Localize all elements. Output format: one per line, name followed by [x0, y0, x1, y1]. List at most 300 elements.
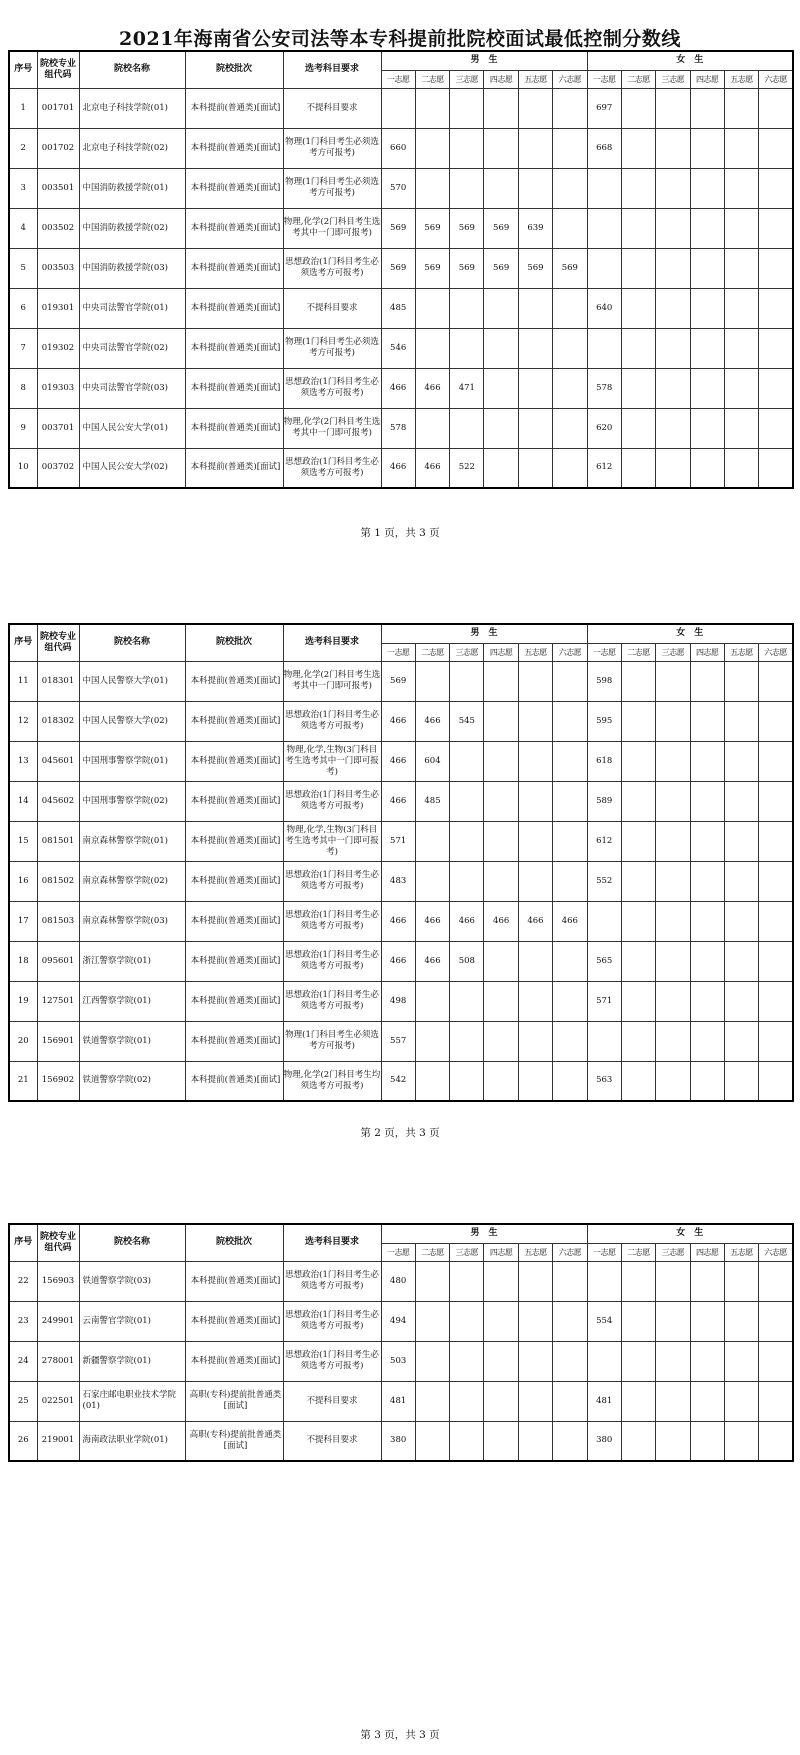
seq-cell: 26	[9, 1421, 37, 1461]
school-name-cell: 中国消防救援学院(03)	[79, 248, 185, 288]
male-score-cell	[553, 941, 587, 981]
male-score-cell	[484, 288, 518, 328]
female-score-cell	[587, 168, 621, 208]
female-score-cell	[759, 1341, 793, 1381]
male-score-cell: 466	[381, 781, 415, 821]
female-score-cell	[690, 701, 724, 741]
batch-cell: 本科提前(普通类)[面试]	[185, 901, 283, 941]
female-score-cell	[724, 1341, 758, 1381]
batch-cell: 高职(专科)提前批普通类[面试]	[185, 1381, 283, 1421]
school-name-cell: 石家庄邮电职业技术学院(01)	[79, 1381, 185, 1421]
school-name-cell: 中国人民警察大学(02)	[79, 701, 185, 741]
female-score-cell	[724, 328, 758, 368]
male-score-cell	[415, 1341, 449, 1381]
code-cell: 001701	[37, 88, 79, 128]
female-score-cell	[621, 741, 655, 781]
male-score-cell	[553, 328, 587, 368]
female-score-cell	[621, 1381, 655, 1421]
seq-cell: 9	[9, 408, 37, 448]
female-score-cell	[656, 981, 690, 1021]
female-score-cell: 640	[587, 288, 621, 328]
female-score-cell	[621, 981, 655, 1021]
school-name-cell: 海南政法职业学院(01)	[79, 1421, 185, 1461]
male-score-cell	[553, 861, 587, 901]
female-score-cell	[724, 701, 758, 741]
seq-cell: 16	[9, 861, 37, 901]
code-cell: 156901	[37, 1021, 79, 1061]
name-header: 院校名称	[79, 51, 185, 88]
male-choice-header: 二志愿	[415, 70, 449, 88]
batch-cell: 本科提前(普通类)[面试]	[185, 861, 283, 901]
female-score-cell	[656, 861, 690, 901]
seq-cell: 4	[9, 208, 37, 248]
female-score-cell	[690, 861, 724, 901]
male-score-cell	[415, 288, 449, 328]
batch-cell: 本科提前(普通类)[面试]	[185, 701, 283, 741]
female-score-cell	[621, 701, 655, 741]
school-name-cell: 中国消防救援学院(02)	[79, 208, 185, 248]
header-row	[9, 51, 793, 70]
male-score-cell: 569	[484, 208, 518, 248]
female-group-header: 女 生	[587, 624, 793, 643]
male-score-cell	[484, 168, 518, 208]
female-choice-header: 二志愿	[621, 1243, 655, 1261]
male-score-cell	[484, 1421, 518, 1461]
male-score-cell: 466	[415, 448, 449, 488]
male-score-cell: 485	[415, 781, 449, 821]
male-score-cell	[518, 781, 552, 821]
code-cell: 019301	[37, 288, 79, 328]
male-score-cell: 466	[381, 741, 415, 781]
male-score-cell	[553, 368, 587, 408]
table-row	[9, 981, 793, 1021]
table-row	[9, 941, 793, 981]
table-row	[9, 861, 793, 901]
table-row	[9, 1421, 793, 1461]
female-score-cell	[690, 408, 724, 448]
code-cell: 127501	[37, 981, 79, 1021]
school-name-cell: 中央司法警官学院(03)	[79, 368, 185, 408]
female-score-cell	[724, 408, 758, 448]
female-choice-header: 五志愿	[724, 70, 758, 88]
female-score-cell	[656, 328, 690, 368]
male-score-cell	[553, 821, 587, 861]
male-score-cell	[518, 368, 552, 408]
batch-cell: 本科提前(普通类)[面试]	[185, 821, 283, 861]
female-score-cell	[759, 781, 793, 821]
female-score-cell	[724, 168, 758, 208]
document-title: 2021年海南省公安司法等本专科提前批院校面试最低控制分数线	[119, 28, 681, 50]
code-cell: 019303	[37, 368, 79, 408]
requirement-cell: 不提科目要求	[283, 1381, 381, 1421]
batch-cell: 本科提前(普通类)[面试]	[185, 1021, 283, 1061]
male-score-cell	[484, 981, 518, 1021]
male-score-cell: 466	[518, 901, 552, 941]
score-table	[8, 50, 794, 489]
requirement-cell: 物理,化学,生物(3门科目考生选考其中一门即可报考)	[283, 741, 381, 781]
requirement-cell: 物理,化学(2门科目考生选考其中一门即可报考)	[283, 208, 381, 248]
female-score-cell	[690, 741, 724, 781]
male-score-cell	[450, 781, 484, 821]
table-row	[9, 1381, 793, 1421]
female-score-cell	[759, 208, 793, 248]
female-score-cell	[656, 781, 690, 821]
male-score-cell	[553, 408, 587, 448]
code-header: 院校专业组代码	[37, 1224, 79, 1261]
female-score-cell	[759, 448, 793, 488]
requirement-cell: 思想政治(1门科目考生必须选考方可报考)	[283, 901, 381, 941]
male-score-cell	[415, 408, 449, 448]
female-score-cell	[690, 368, 724, 408]
male-score-cell	[450, 1261, 484, 1301]
male-score-cell	[553, 1061, 587, 1101]
male-score-cell	[415, 821, 449, 861]
male-choice-header: 三志愿	[450, 1243, 484, 1261]
female-score-cell: 612	[587, 821, 621, 861]
requirement-header: 选考科目要求	[283, 51, 381, 88]
male-score-cell	[484, 1061, 518, 1101]
code-cell: 156903	[37, 1261, 79, 1301]
female-score-cell	[724, 861, 758, 901]
male-score-cell	[415, 1261, 449, 1301]
female-choice-header: 一志愿	[587, 1243, 621, 1261]
female-score-cell	[587, 901, 621, 941]
code-cell: 095601	[37, 941, 79, 981]
female-score-cell	[759, 168, 793, 208]
batch-cell: 本科提前(普通类)[面试]	[185, 368, 283, 408]
batch-cell: 本科提前(普通类)[面试]	[185, 1341, 283, 1381]
batch-cell: 本科提前(普通类)[面试]	[185, 88, 283, 128]
male-score-cell	[484, 408, 518, 448]
female-score-cell	[656, 128, 690, 168]
female-choice-header: 六志愿	[759, 1243, 793, 1261]
school-name-cell: 中国人民警察大学(01)	[79, 661, 185, 701]
seq-cell: 12	[9, 701, 37, 741]
table-row	[9, 1061, 793, 1101]
code-cell: 081501	[37, 821, 79, 861]
school-name-cell: 北京电子科技学院(01)	[79, 88, 185, 128]
seq-cell: 24	[9, 1341, 37, 1381]
female-score-cell	[759, 328, 793, 368]
female-score-cell	[690, 1061, 724, 1101]
female-score-cell	[724, 1261, 758, 1301]
male-score-cell: 498	[381, 981, 415, 1021]
code-header: 院校专业组代码	[37, 51, 79, 88]
male-score-cell: 569	[450, 208, 484, 248]
female-score-cell: 668	[587, 128, 621, 168]
male-choice-header: 一志愿	[381, 643, 415, 661]
male-score-cell	[415, 1061, 449, 1101]
female-score-cell	[656, 1381, 690, 1421]
code-cell: 081503	[37, 901, 79, 941]
male-score-cell	[450, 821, 484, 861]
female-score-cell	[656, 288, 690, 328]
school-name-cell: 中国人民公安大学(01)	[79, 408, 185, 448]
table-row	[9, 328, 793, 368]
male-score-cell: 545	[450, 701, 484, 741]
seq-cell: 8	[9, 368, 37, 408]
female-score-cell	[621, 128, 655, 168]
male-score-cell	[450, 1381, 484, 1421]
seq-cell: 2	[9, 128, 37, 168]
male-score-cell	[518, 1381, 552, 1421]
female-score-cell: 589	[587, 781, 621, 821]
female-score-cell	[724, 368, 758, 408]
male-score-cell	[381, 88, 415, 128]
school-name-cell: 浙江警察学院(01)	[79, 941, 185, 981]
female-score-cell	[724, 1421, 758, 1461]
male-score-cell	[518, 448, 552, 488]
male-score-cell: 503	[381, 1341, 415, 1381]
seq-cell: 17	[9, 901, 37, 941]
female-score-cell	[621, 941, 655, 981]
female-choice-header: 二志愿	[621, 643, 655, 661]
female-score-cell	[656, 661, 690, 701]
male-score-cell: 466	[415, 368, 449, 408]
male-score-cell	[484, 701, 518, 741]
male-choice-header: 五志愿	[518, 1243, 552, 1261]
school-name-cell: 中央司法警官学院(02)	[79, 328, 185, 368]
school-name-cell: 中国刑事警察学院(02)	[79, 781, 185, 821]
male-score-cell	[518, 1021, 552, 1061]
male-score-cell	[518, 288, 552, 328]
female-score-cell	[621, 408, 655, 448]
male-score-cell: 569	[553, 248, 587, 288]
male-score-cell	[450, 168, 484, 208]
batch-cell: 本科提前(普通类)[面试]	[185, 941, 283, 981]
male-score-cell	[518, 941, 552, 981]
male-score-cell	[450, 408, 484, 448]
table-row	[9, 128, 793, 168]
female-score-cell	[724, 821, 758, 861]
code-cell: 001702	[37, 128, 79, 168]
male-score-cell: 481	[381, 1381, 415, 1421]
female-score-cell	[759, 741, 793, 781]
female-score-cell	[759, 821, 793, 861]
female-score-cell	[656, 741, 690, 781]
male-score-cell	[553, 1381, 587, 1421]
male-score-cell: 569	[415, 208, 449, 248]
male-score-cell: 466	[381, 941, 415, 981]
seq-cell: 22	[9, 1261, 37, 1301]
female-score-cell	[656, 941, 690, 981]
female-score-cell	[656, 248, 690, 288]
seq-header: 序号	[9, 51, 37, 88]
table-row	[9, 821, 793, 861]
seq-header: 序号	[9, 624, 37, 661]
code-cell: 045602	[37, 781, 79, 821]
female-score-cell	[759, 408, 793, 448]
table-row	[9, 1341, 793, 1381]
seq-cell: 5	[9, 248, 37, 288]
female-score-cell	[724, 1301, 758, 1341]
male-score-cell	[553, 741, 587, 781]
batch-cell: 本科提前(普通类)[面试]	[185, 168, 283, 208]
table-row	[9, 88, 793, 128]
male-score-cell	[553, 288, 587, 328]
female-score-cell	[724, 781, 758, 821]
male-score-cell	[518, 981, 552, 1021]
code-cell: 156902	[37, 1061, 79, 1101]
table-row	[9, 701, 793, 741]
male-score-cell	[415, 661, 449, 701]
female-score-cell	[690, 901, 724, 941]
female-score-cell	[690, 128, 724, 168]
male-score-cell	[484, 1341, 518, 1381]
batch-cell: 本科提前(普通类)[面试]	[185, 1261, 283, 1301]
female-score-cell	[759, 861, 793, 901]
female-score-cell	[587, 248, 621, 288]
female-score-cell: 481	[587, 1381, 621, 1421]
male-score-cell: 508	[450, 941, 484, 981]
male-score-cell	[553, 1341, 587, 1381]
male-score-cell	[484, 328, 518, 368]
code-cell: 003701	[37, 408, 79, 448]
male-score-cell	[484, 368, 518, 408]
name-header: 院校名称	[79, 1224, 185, 1261]
female-choice-header: 四志愿	[690, 643, 724, 661]
code-cell: 081502	[37, 861, 79, 901]
female-score-cell	[621, 1021, 655, 1061]
male-choice-header: 三志愿	[450, 643, 484, 661]
male-score-cell: 569	[381, 248, 415, 288]
male-score-cell	[484, 1381, 518, 1421]
female-score-cell	[690, 1421, 724, 1461]
male-score-cell: 483	[381, 861, 415, 901]
female-score-cell	[621, 1301, 655, 1341]
score-table-page-2	[8, 623, 792, 1102]
female-score-cell	[690, 1021, 724, 1061]
male-choice-header: 二志愿	[415, 1243, 449, 1261]
code-cell: 003502	[37, 208, 79, 248]
male-score-cell	[450, 328, 484, 368]
male-score-cell	[553, 1021, 587, 1061]
male-score-cell	[518, 1341, 552, 1381]
batch-header: 院校批次	[185, 51, 283, 88]
female-score-cell	[621, 448, 655, 488]
female-score-cell	[724, 88, 758, 128]
table-row	[9, 901, 793, 941]
male-choice-header: 一志愿	[381, 1243, 415, 1261]
female-score-cell	[656, 1421, 690, 1461]
male-score-cell	[484, 821, 518, 861]
female-score-cell: 571	[587, 981, 621, 1021]
male-score-cell	[518, 1061, 552, 1101]
page-footer-1: 第 1 页，共 3 页	[360, 527, 440, 539]
female-score-cell	[690, 288, 724, 328]
male-score-cell	[553, 701, 587, 741]
male-score-cell	[553, 168, 587, 208]
batch-cell: 本科提前(普通类)[面试]	[185, 448, 283, 488]
male-choice-header: 六志愿	[553, 70, 587, 88]
female-score-cell	[656, 168, 690, 208]
batch-cell: 本科提前(普通类)[面试]	[185, 408, 283, 448]
female-score-cell	[759, 1061, 793, 1101]
male-score-cell: 569	[484, 248, 518, 288]
female-score-cell	[759, 128, 793, 168]
female-score-cell	[724, 981, 758, 1021]
table-row	[9, 248, 793, 288]
male-score-cell	[518, 661, 552, 701]
school-name-cell: 铁道警察学院(03)	[79, 1261, 185, 1301]
female-score-cell	[587, 208, 621, 248]
male-score-cell	[518, 88, 552, 128]
female-score-cell	[690, 821, 724, 861]
female-score-cell	[724, 1021, 758, 1061]
seq-cell: 3	[9, 168, 37, 208]
requirement-cell: 不提科目要求	[283, 288, 381, 328]
female-score-cell	[759, 368, 793, 408]
female-score-cell	[621, 288, 655, 328]
female-score-cell	[759, 981, 793, 1021]
requirement-cell: 思想政治(1门科目考生必须选考方可报考)	[283, 941, 381, 981]
female-score-cell	[621, 328, 655, 368]
seq-cell: 11	[9, 661, 37, 701]
batch-cell: 本科提前(普通类)[面试]	[185, 661, 283, 701]
female-score-cell	[690, 328, 724, 368]
male-score-cell	[553, 781, 587, 821]
male-score-cell: 522	[450, 448, 484, 488]
male-score-cell	[450, 128, 484, 168]
table-row	[9, 288, 793, 328]
male-score-cell	[553, 448, 587, 488]
requirement-header: 选考科目要求	[283, 624, 381, 661]
seq-cell: 13	[9, 741, 37, 781]
female-choice-header: 三志愿	[656, 643, 690, 661]
batch-cell: 本科提前(普通类)[面试]	[185, 208, 283, 248]
female-score-cell	[759, 1301, 793, 1341]
female-score-cell	[724, 288, 758, 328]
batch-cell: 本科提前(普通类)[面试]	[185, 1301, 283, 1341]
male-choice-header: 五志愿	[518, 70, 552, 88]
seq-cell: 10	[9, 448, 37, 488]
female-score-cell	[656, 821, 690, 861]
school-name-cell: 新疆警察学院(01)	[79, 1341, 185, 1381]
score-table	[8, 1223, 794, 1462]
female-score-cell	[621, 661, 655, 701]
school-name-cell: 中央司法警官学院(01)	[79, 288, 185, 328]
name-header: 院校名称	[79, 624, 185, 661]
requirement-cell: 不提科目要求	[283, 88, 381, 128]
female-score-cell: 697	[587, 88, 621, 128]
table-row	[9, 208, 793, 248]
female-score-cell	[690, 1381, 724, 1421]
female-score-cell	[759, 248, 793, 288]
male-score-cell	[518, 168, 552, 208]
female-score-cell	[621, 368, 655, 408]
seq-cell: 20	[9, 1021, 37, 1061]
batch-cell: 本科提前(普通类)[面试]	[185, 741, 283, 781]
school-name-cell: 中国人民公安大学(02)	[79, 448, 185, 488]
code-cell: 003501	[37, 168, 79, 208]
female-score-cell	[759, 88, 793, 128]
table-row	[9, 781, 793, 821]
batch-cell: 本科提前(普通类)[面试]	[185, 1061, 283, 1101]
female-score-cell	[759, 661, 793, 701]
male-score-cell: 466	[381, 368, 415, 408]
male-score-cell	[415, 1381, 449, 1421]
requirement-cell: 思想政治(1门科目考生必须选考方可报考)	[283, 701, 381, 741]
female-score-cell	[759, 901, 793, 941]
male-choice-header: 六志愿	[553, 1243, 587, 1261]
male-score-cell	[484, 661, 518, 701]
female-choice-header: 六志愿	[759, 70, 793, 88]
female-score-cell	[621, 1341, 655, 1381]
female-choice-header: 四志愿	[690, 70, 724, 88]
male-score-cell	[553, 981, 587, 1021]
seq-cell: 15	[9, 821, 37, 861]
male-score-cell	[415, 128, 449, 168]
